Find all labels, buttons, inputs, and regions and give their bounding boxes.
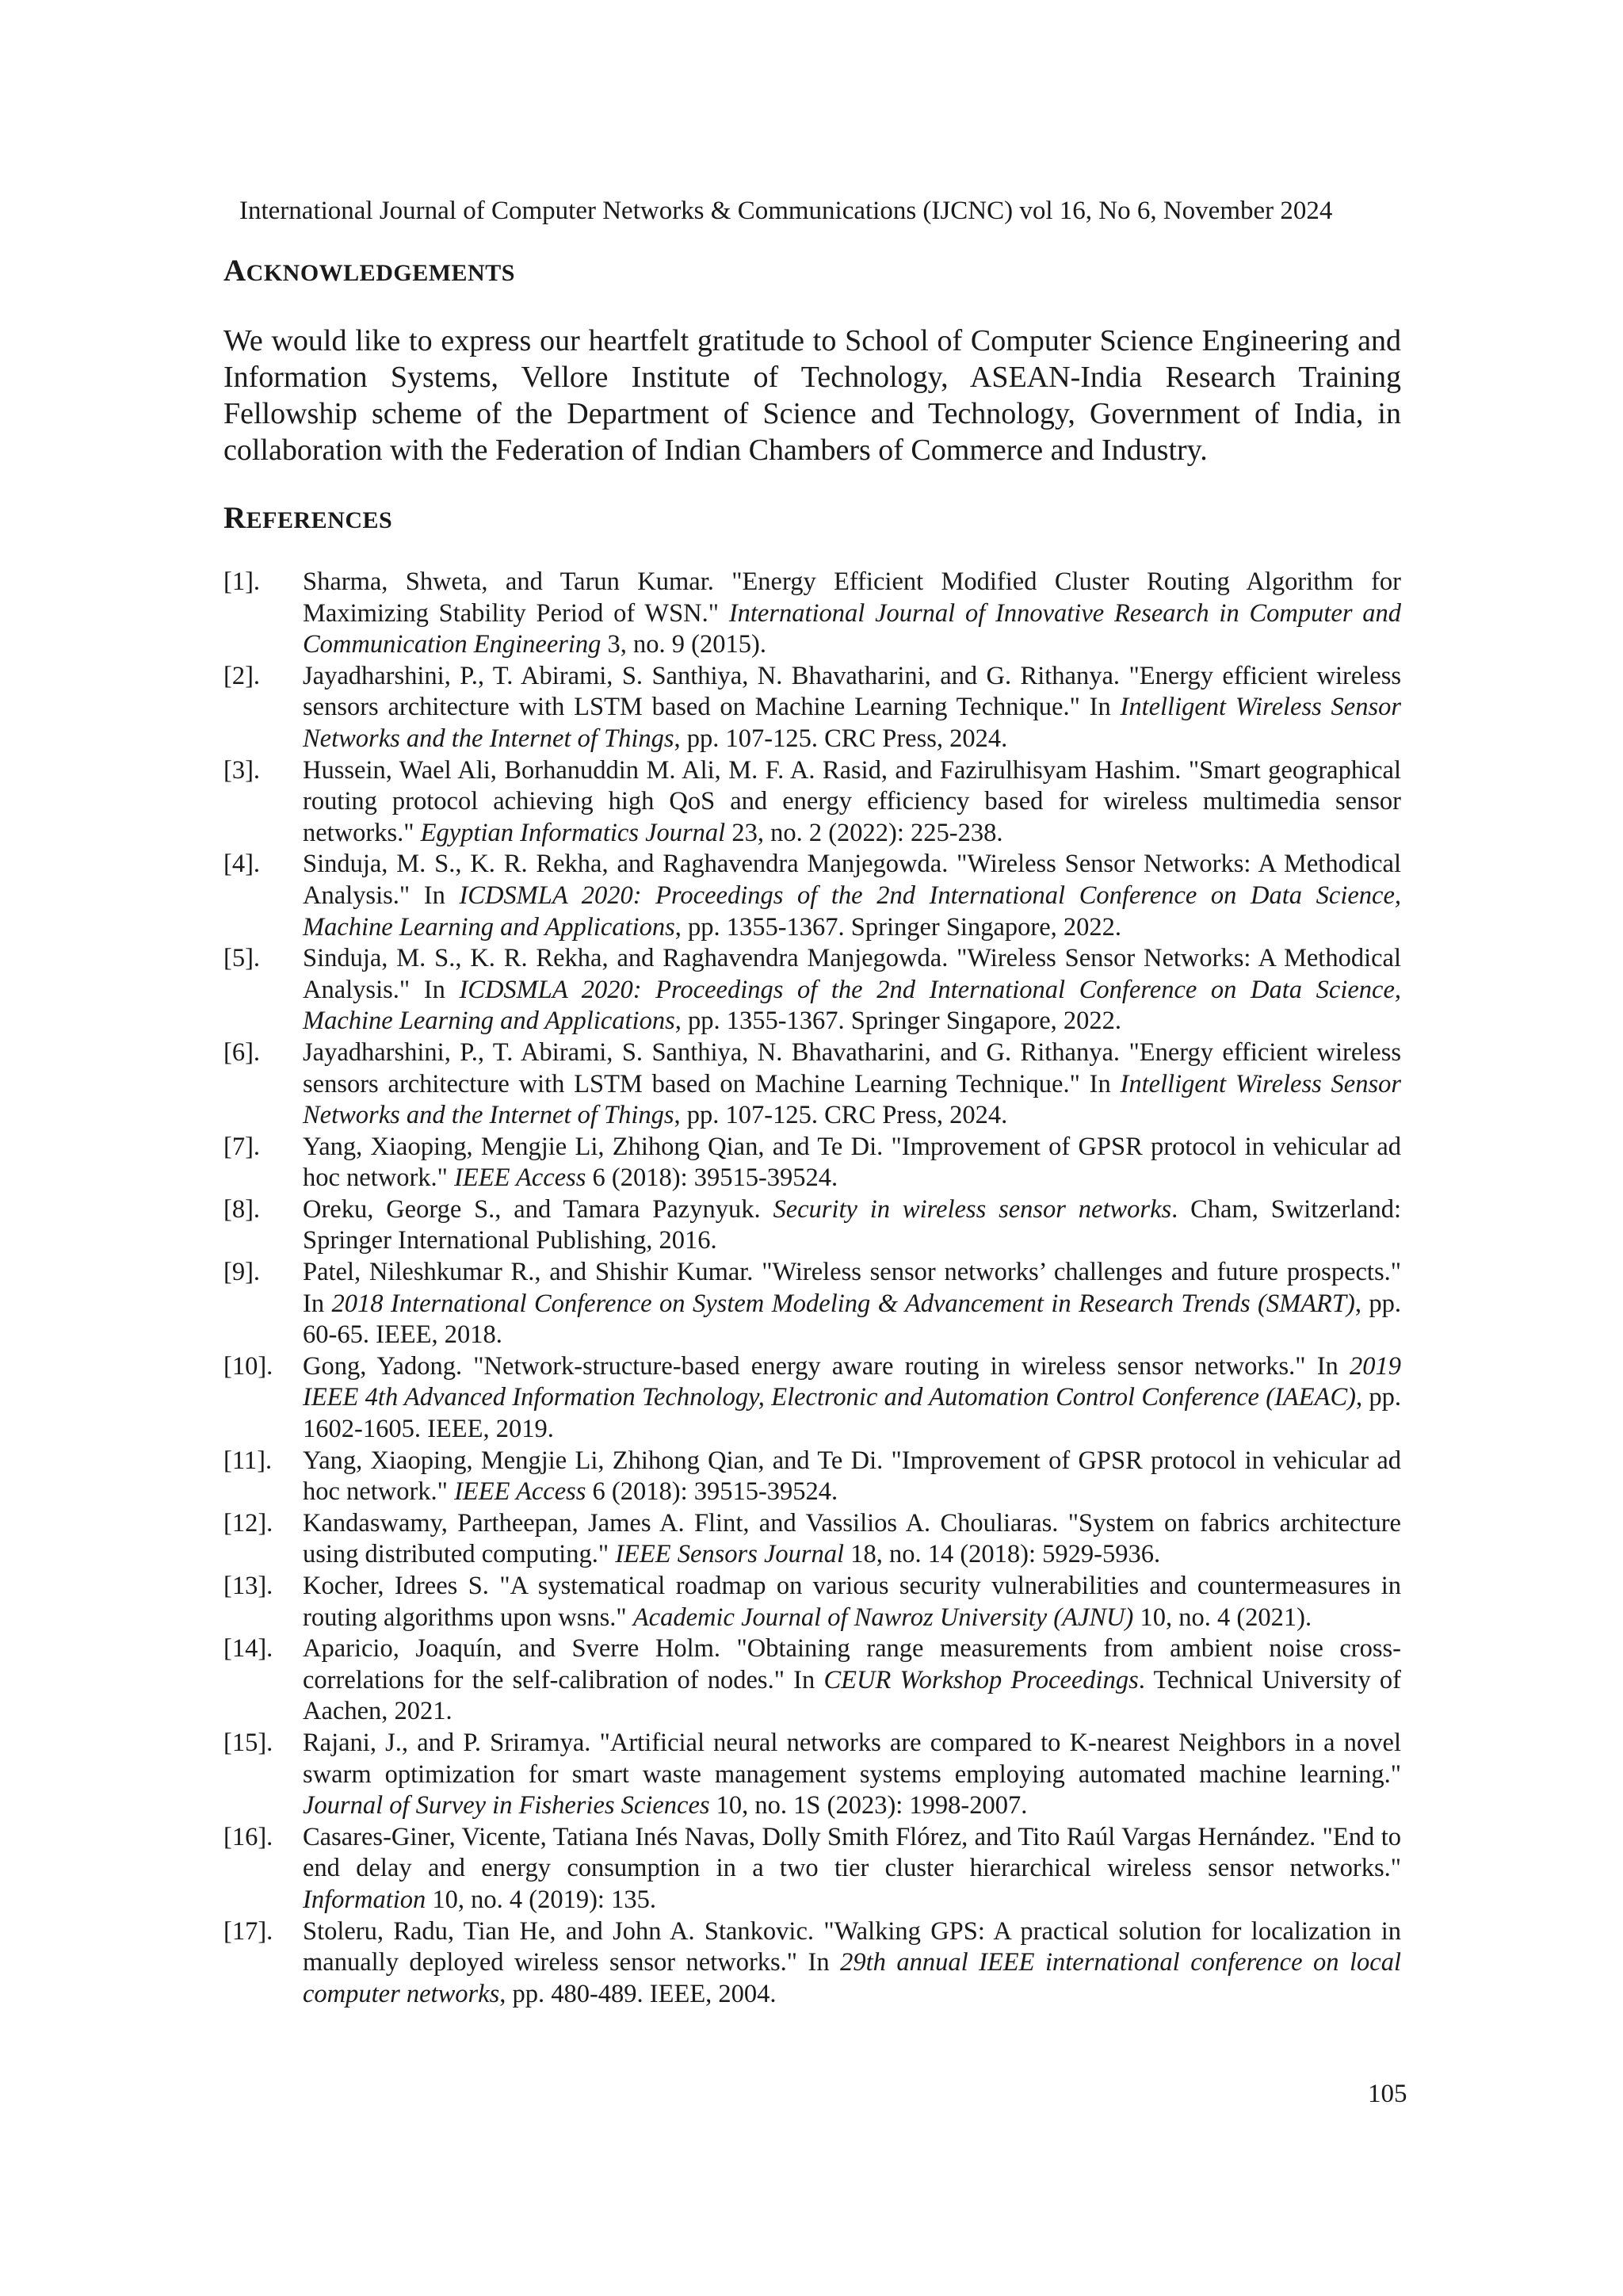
reference-item xyxy=(223,1728,1401,1822)
reference-number: [1]. xyxy=(223,567,261,596)
reference-text xyxy=(303,1634,1401,1725)
reference-item xyxy=(223,1446,1401,1508)
reference-number: [8]. xyxy=(223,1194,261,1224)
reference-item xyxy=(223,1822,1401,1916)
reference-details: , pp. 1355-1367. Springer Singapore, 2022. xyxy=(674,1007,1121,1036)
page-number: 105 xyxy=(1368,2080,1407,2108)
reference-number: [9]. xyxy=(223,1258,261,1287)
reference-text xyxy=(303,1133,1401,1193)
reference-details: , pp. 107-125. CRC Press, 2024. xyxy=(674,1101,1008,1130)
reference-text xyxy=(303,662,1401,753)
reference-number: [15]. xyxy=(223,1728,273,1757)
reference-number: [4]. xyxy=(223,850,261,879)
reference-number: [11]. xyxy=(223,1446,273,1475)
reference-authors-title: Sinduja, M. S., K. R. Rekha, and Raghavendra Manjegowda. "Wireless Sensor Networks: A Methodical Analysis." In xyxy=(303,944,1401,1004)
reference-text xyxy=(303,1446,1401,1507)
reference-text xyxy=(303,567,1401,659)
running-header: International Journal of Computer Networks & Communications (IJCNC) vol 16, No 6, November 2024 xyxy=(239,197,1333,225)
reference-text xyxy=(303,1729,1401,1820)
reference-number: [17]. xyxy=(223,1916,273,1946)
reference-venue: Intelligent Wireless Sensor Networks and the Internet of Things xyxy=(303,693,1402,753)
reference-authors-title: Patel, Nileshkumar R., and Shishir Kumar. "Wireless sensor networks’ challenges and future prospects." In xyxy=(303,1258,1401,1318)
reference-number: [2]. xyxy=(223,661,261,690)
reference-venue: CEUR Workshop Proceedings xyxy=(823,1665,1139,1694)
acknowledgements-heading-initial: A xyxy=(223,254,246,288)
reference-venue: Journal of Survey in Fisheries Sciences xyxy=(303,1791,710,1820)
reference-venue: International Journal of Innovative Research in Computer and Communication Engineering xyxy=(303,598,1401,659)
acknowledgements-body: We would like to express our heartfelt gratitude to School of Computer Science Engineering and Information Systems, Vellore Institute of Technology, ASEAN-India Research Training Fellowship scheme of the Department of Science and Technology, Government of India, in collaboration with the Federation of Indian Chambers of Commerce and Industry. xyxy=(223,324,1401,467)
references-heading xyxy=(223,501,392,538)
reference-item xyxy=(223,1916,1401,2011)
reference-authors-title: Oreku, George S., and Tamara Pazynyuk. xyxy=(303,1194,773,1224)
reference-text xyxy=(303,1823,1401,1914)
reference-venue: ICDSMLA 2020: Proceedings of the 2nd International Conference on Data Science, Machine Learning and Applications xyxy=(303,975,1402,1036)
reference-details: . Cham, Switzerland: Springer International Publishing, 2016. xyxy=(303,1194,1402,1255)
reference-venue: Academic Journal of Nawroz University (AJNU) xyxy=(632,1603,1134,1632)
reference-text xyxy=(303,944,1401,1035)
reference-details: , pp. 1355-1367. Springer Singapore, 2022. xyxy=(674,912,1121,942)
reference-details: . Technical University of Aachen, 2021. xyxy=(303,1665,1401,1726)
reference-item xyxy=(223,661,1401,755)
reference-venue: Egyptian Informatics Journal xyxy=(420,818,726,847)
reference-venue: IEEE Sensors Journal xyxy=(615,1540,845,1569)
reference-text xyxy=(303,1572,1401,1632)
reference-details: 18, no. 14 (2018): 5929-5936. xyxy=(844,1540,1161,1569)
reference-item xyxy=(223,1351,1401,1446)
reference-number: [6]. xyxy=(223,1037,261,1067)
reference-text xyxy=(303,1195,1401,1255)
reference-details: , pp. 1602-1605. IEEE, 2019. xyxy=(303,1383,1402,1444)
reference-item xyxy=(223,849,1401,943)
reference-item xyxy=(223,567,1401,661)
reference-authors-title: Yang, Xiaoping, Mengjie Li, Zhihong Qian, and Te Di. "Improvement of GPSR protocol in vehicular ad hoc network." xyxy=(303,1132,1401,1193)
reference-text xyxy=(303,1917,1401,2008)
reference-details: , pp. 60-65. IEEE, 2018. xyxy=(303,1289,1402,1350)
reference-number: [14]. xyxy=(223,1634,273,1664)
reference-number: [3]. xyxy=(223,755,261,785)
reference-venue: IEEE Access xyxy=(454,1163,586,1193)
reference-number: [5]. xyxy=(223,944,261,973)
references-heading-initial: R xyxy=(223,501,246,535)
reference-venue: ICDSMLA 2020: Proceedings of the 2nd International Conference on Data Science, Machine Learning and Applications xyxy=(303,881,1402,942)
reference-number: [12]. xyxy=(223,1508,273,1538)
reference-item xyxy=(223,1194,1401,1257)
reference-number: [10]. xyxy=(223,1351,273,1381)
reference-text xyxy=(303,756,1401,847)
reference-item xyxy=(223,1633,1401,1728)
reference-authors-title: Sharma, Shweta, and Tarun Kumar. "Energy Efficient Modified Cluster Routing Algorithm for Maximizing Stability Period of WSN." xyxy=(303,567,1401,628)
reference-venue: 29th annual IEEE international conference on local computer networks xyxy=(303,1948,1401,2008)
reference-text xyxy=(303,1258,1401,1349)
reference-authors-title: Rajani, J., and P. Sriramya. "Artificial neural networks are compared to K-nearest Neighbors in a novel swarm optimization for smart waste management systems employing automated machine learning." xyxy=(303,1728,1401,1789)
reference-number: [13]. xyxy=(223,1572,273,1600)
reference-authors-title: Jayadharshini, P., T. Abirami, S. Santhiya, N. Bhavatharini, and G. Rithanya. "Energy efficient wireless sensors architecture with LSTM based on Machine Learning Technique." In xyxy=(303,1037,1401,1098)
reference-text xyxy=(303,1509,1401,1569)
reference-authors-title: Jayadharshini, P., T. Abirami, S. Santhiya, N. Bhavatharini, and G. Rithanya. "Energy efficient wireless sensors architecture with LSTM based on Machine Learning Technique." In xyxy=(303,661,1401,722)
reference-details: 6 (2018): 39515-39524. xyxy=(586,1163,838,1193)
reference-item xyxy=(223,1257,1401,1351)
reference-authors-title: Kandaswamy, Partheepan, James A. Flint, and Vassilios A. Chouliaras. "System on fabrics architecture using distributed computing." xyxy=(303,1508,1401,1569)
reference-details: 10, no. 4 (2021). xyxy=(1133,1603,1312,1632)
reference-text xyxy=(303,1038,1401,1129)
reference-number: [7]. xyxy=(223,1132,261,1161)
reference-number: [16]. xyxy=(223,1822,273,1851)
reference-details: 10, no. 1S (2023): 1998-2007. xyxy=(709,1791,1028,1820)
reference-item xyxy=(223,1037,1401,1132)
reference-authors-title: Gong, Yadong. "Network-structure-based energy aware routing in wireless sensor networks." In xyxy=(303,1351,1350,1381)
reference-venue: Information xyxy=(303,1885,426,1914)
reference-details: , pp. 480-489. IEEE, 2004. xyxy=(499,1979,777,2008)
reference-authors-title: Aparicio, Joaquín, and Sverre Holm. "Obtaining range measurements from ambient noise cross-correlations for the self-calibration of nodes." In xyxy=(303,1634,1401,1694)
reference-details: 10, no. 4 (2019): 135. xyxy=(426,1885,656,1914)
reference-authors-title: Casares-Giner, Vicente, Tatiana Inés Navas, Dolly Smith Flórez, and Tito Raúl Vargas Hernández. "End to end delay and energy consumption in a two tier cluster hierarchical wireless sensor networks." xyxy=(303,1822,1401,1883)
reference-authors-title: Hussein, Wael Ali, Borhanuddin M. Ali, M. F. A. Rasid, and Fazirulhisyam Hashim. "Smart geographical routing protocol achieving high QoS and energy efficiency based for wireless multimedia sensor networks." xyxy=(303,755,1401,847)
reference-details: , pp. 107-125. CRC Press, 2024. xyxy=(674,724,1008,753)
reference-venue: Intelligent Wireless Sensor Networks and the Internet of Things xyxy=(303,1069,1402,1130)
reference-authors-title: Sinduja, M. S., K. R. Rekha, and Raghavendra Manjegowda. "Wireless Sensor Networks: A Methodical Analysis." In xyxy=(303,850,1401,910)
reference-item xyxy=(223,1571,1401,1633)
reference-venue: IEEE Access xyxy=(454,1477,586,1507)
references-heading-rest: EFERENCES xyxy=(246,507,393,533)
reference-item xyxy=(223,755,1401,850)
reference-venue: 2019 IEEE 4th Advanced Information Technology, Electronic and Automation Control Conference (IAEAC) xyxy=(303,1351,1401,1412)
reference-text xyxy=(303,1352,1401,1443)
reference-list xyxy=(223,567,1401,2010)
acknowledgements-heading xyxy=(223,254,515,291)
reference-details: 23, no. 2 (2022): 225-238. xyxy=(725,818,1003,847)
reference-venue: 2018 International Conference on System Modeling & Advancement in Research Trends (SMART) xyxy=(331,1289,1355,1318)
reference-authors-title: Yang, Xiaoping, Mengjie Li, Zhihong Qian, and Te Di. "Improvement of GPSR protocol in vehicular ad hoc network." xyxy=(303,1446,1401,1507)
reference-authors-title: Kocher, Idrees S. "A systematical roadmap on various security vulnerabilities and countermeasures in routing algorithms upon wsns." xyxy=(303,1572,1401,1632)
reference-details: 3, no. 9 (2015). xyxy=(601,630,766,659)
reference-text xyxy=(303,850,1401,941)
reference-authors-title: Stoleru, Radu, Tian He, and John A. Stankovic. "Walking GPS: A practical solution for localization in manually deployed wireless sensor networks." In xyxy=(303,1916,1401,1977)
reference-details: 6 (2018): 39515-39524. xyxy=(586,1477,838,1507)
reference-item xyxy=(223,1508,1401,1571)
reference-item xyxy=(223,1132,1401,1194)
reference-venue: Security in wireless sensor networks xyxy=(773,1194,1172,1224)
reference-item xyxy=(223,943,1401,1037)
acknowledgements-heading-rest: CKNOWLEDGEMENTS xyxy=(246,260,515,286)
